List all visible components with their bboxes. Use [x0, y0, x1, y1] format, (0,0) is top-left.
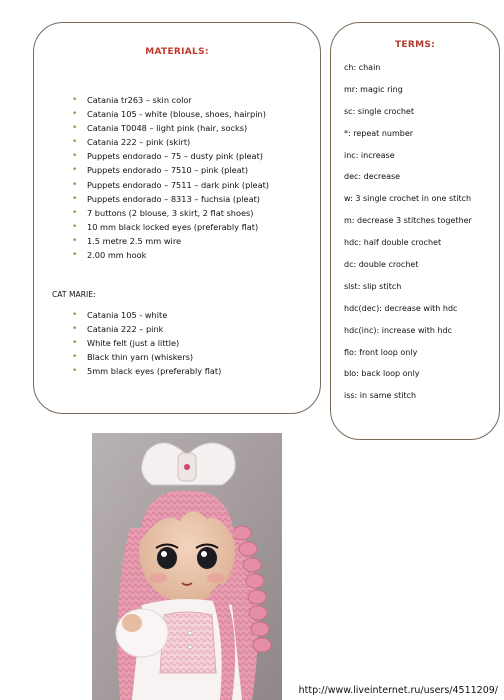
bullet-icon: •	[72, 366, 78, 377]
material-item-text: 2.00 mm hook	[87, 250, 147, 261]
material-item	[72, 234, 269, 248]
material-item	[72, 135, 269, 149]
bullet-icon: •	[72, 95, 78, 105]
cat-material-item-text: Catania 105 - white	[87, 310, 168, 320]
materials-list	[72, 93, 269, 262]
material-item-text: 7 buttons (2 blouse, 3 skirt, 2 flat shoes)	[87, 207, 254, 218]
bullet-icon: •	[72, 235, 78, 246]
cat-material-item	[72, 322, 221, 336]
terms-box	[330, 22, 500, 440]
material-item-text: 10 mm black locked eyes (preferably flat)	[87, 221, 259, 232]
material-item-text: Puppets endorado – 8313 – fuchsia (pleat)	[87, 193, 260, 204]
material-item-text: Catania 105 - white (blouse, shoes, hairpin)	[87, 109, 266, 120]
terms-title: TERMS:	[394, 40, 436, 50]
materials-title: MATERIALS:	[145, 47, 209, 57]
bullet-icon: •	[72, 165, 78, 176]
cat-marie-heading: CAT MARIE:	[52, 290, 96, 299]
material-item	[72, 121, 269, 135]
material-item-text: Puppets endorado – 75 – dusty pink (pleat)	[87, 151, 263, 162]
term-item: w: 3 single crochet in one stitch	[344, 194, 472, 204]
material-item	[72, 248, 269, 262]
term-item: hdc(dec): decrease with hdc	[344, 303, 458, 313]
bullet-icon: •	[72, 151, 78, 162]
cat-material-item	[72, 350, 221, 364]
cat-material-item-text: Black thin yarn (whiskers)	[87, 352, 194, 363]
material-item-text: 1.5 metre 2.5 mm wire	[87, 235, 182, 246]
material-item	[72, 206, 269, 220]
cat-material-item-text: White felt (just a little)	[87, 338, 180, 349]
term-item: *: repeat number	[344, 128, 414, 138]
material-item	[72, 93, 269, 107]
watermark-url: http://www.liveinternet.ru/users/4511209/	[298, 685, 498, 696]
bullet-icon: •	[72, 123, 78, 134]
term-item: hdc: half double crochet	[344, 238, 442, 248]
cat-material-item	[72, 336, 221, 350]
material-item-text: Catania T0048 – light pink (hair, socks)	[87, 123, 248, 134]
cat-material-item	[72, 364, 221, 378]
cat-materials-list	[72, 308, 221, 378]
bullet-icon: •	[72, 310, 78, 320]
bullet-icon: •	[72, 338, 78, 349]
materials-box	[33, 22, 321, 414]
cat-material-item-text: Catania 222 – pink	[87, 324, 164, 335]
terms-list	[344, 61, 492, 411]
term-item: slst: slip stitch	[344, 281, 402, 291]
material-item	[72, 178, 269, 192]
bullet-icon: •	[72, 352, 78, 363]
cat-material-item	[72, 308, 221, 322]
doll-photo	[92, 433, 282, 700]
material-item-text: Catania 222 – pink (skirt)	[87, 137, 191, 148]
term-item: ch: chain	[344, 63, 381, 72]
bullet-icon: •	[72, 221, 78, 232]
term-item: iss: in same stitch	[344, 391, 417, 401]
material-item	[72, 192, 269, 206]
bullet-icon: •	[72, 207, 78, 218]
term-item: dc: double crochet	[344, 260, 419, 270]
material-item	[72, 220, 269, 234]
bullet-icon: •	[72, 324, 78, 335]
material-item	[72, 107, 269, 121]
material-item-text: Catania tr263 – skin color	[87, 95, 192, 105]
term-item: flo: front loop only	[344, 347, 418, 357]
bullet-icon: •	[72, 137, 78, 148]
term-item: inc: increase	[344, 150, 395, 160]
bullet-icon: •	[72, 109, 78, 120]
bullet-icon: •	[72, 193, 78, 204]
bullet-icon: •	[72, 179, 78, 190]
material-item	[72, 163, 269, 177]
term-item: hdc(inc): increase with hdc	[344, 325, 453, 335]
term-item: dec: decrease	[344, 172, 401, 182]
term-item: m: decrease 3 stitches together	[344, 216, 472, 226]
material-item	[72, 149, 269, 163]
material-item-text: Puppets endorado – 7511 – dark pink (pleat)	[87, 179, 270, 190]
term-item: mr: magic ring	[344, 84, 403, 94]
bullet-icon: •	[72, 250, 78, 261]
material-item-text: Puppets endorado – 7510 – pink (pleat)	[87, 165, 249, 176]
term-item: blo: back loop only	[344, 369, 420, 379]
term-item: sc: single crochet	[344, 106, 414, 116]
cat-material-item-text: 5mm black eyes (preferably flat)	[87, 366, 222, 377]
